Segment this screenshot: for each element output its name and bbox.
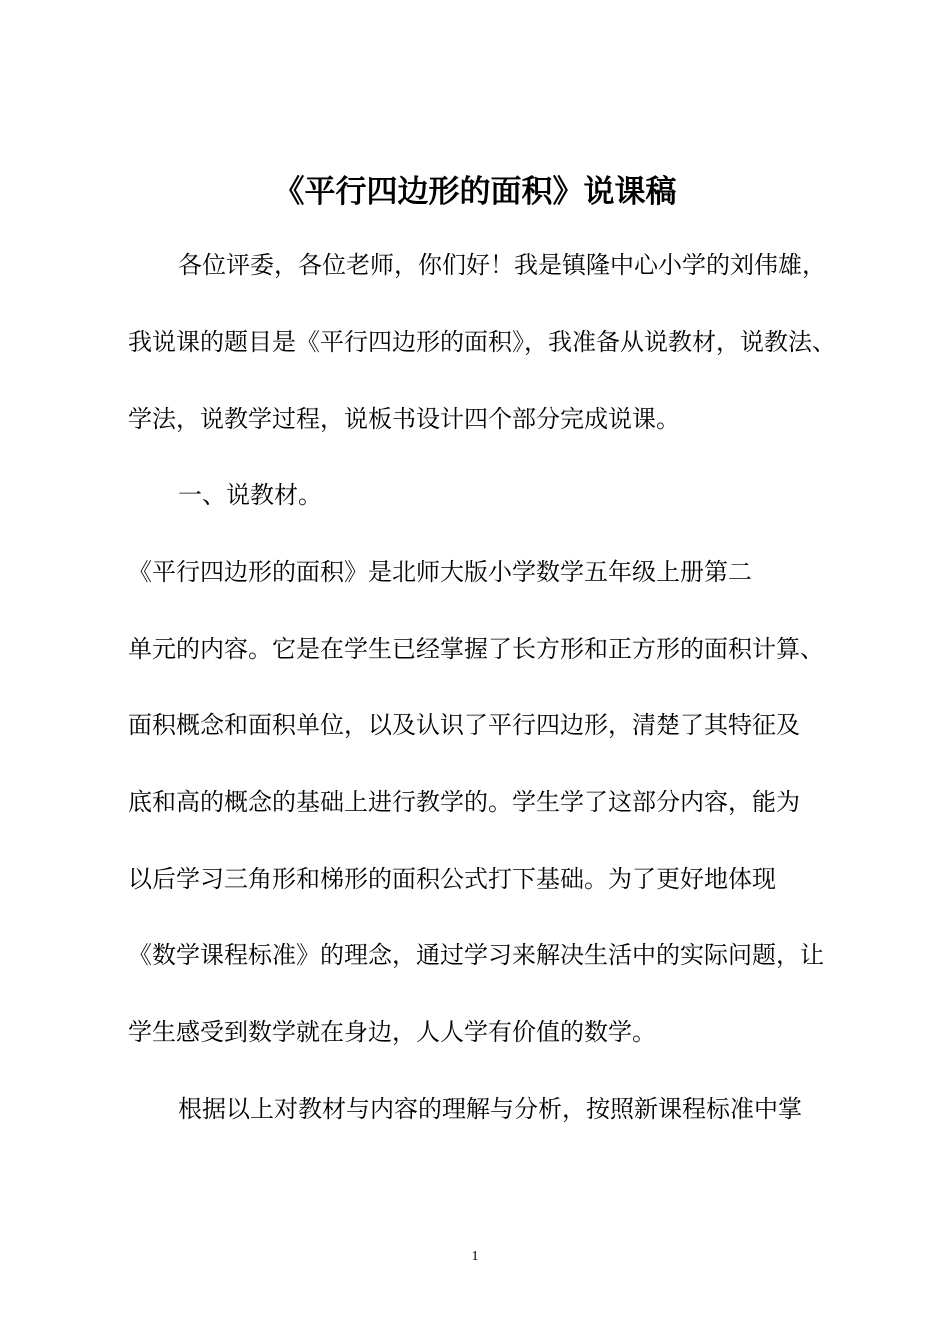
text-line-1: 各位评委，各位老师，你们好！我是镇隆中心小学的刘伟雄， (178, 251, 826, 279)
text-line-7: 面积概念和面积单位，以及认识了平行四边形，清楚了其特征及 (128, 711, 800, 739)
text-line-10: 《数学课程标准》的理念，通过学习来解决生活中的实际问题，让 (128, 941, 824, 969)
page-number: 1 (471, 1249, 479, 1264)
text-line-2: 我说课的题目是《平行四边形的面积》，我准备从说教材，说教法、 (128, 328, 836, 356)
text-line-5: 《平行四边形的面积》是北师大版小学数学五年级上册第二 (128, 558, 752, 586)
text-line-3: 学法，说教学过程，说板书设计四个部分完成说课。 (128, 405, 680, 433)
text-line-9: 以后学习三角形和梯形的面积公式打下基础。为了更好地体现 (128, 865, 776, 893)
section-heading-1: 一、说教材。 (178, 481, 322, 509)
text-line-8: 底和高的概念的基础上进行教学的。学生学了这部分内容，能为 (128, 788, 800, 816)
text-line-12: 根据以上对教材与内容的理解与分析，按照新课程标准中掌 (178, 1095, 802, 1123)
document-title: 《平行四边形的面积》说课稿 (273, 174, 677, 210)
text-line-6: 单元的内容。它是在学生已经掌握了长方形和正方形的面积计算、 (128, 635, 824, 663)
text-line-11: 学生感受到数学就在身边，人人学有价值的数学。 (128, 1018, 656, 1046)
